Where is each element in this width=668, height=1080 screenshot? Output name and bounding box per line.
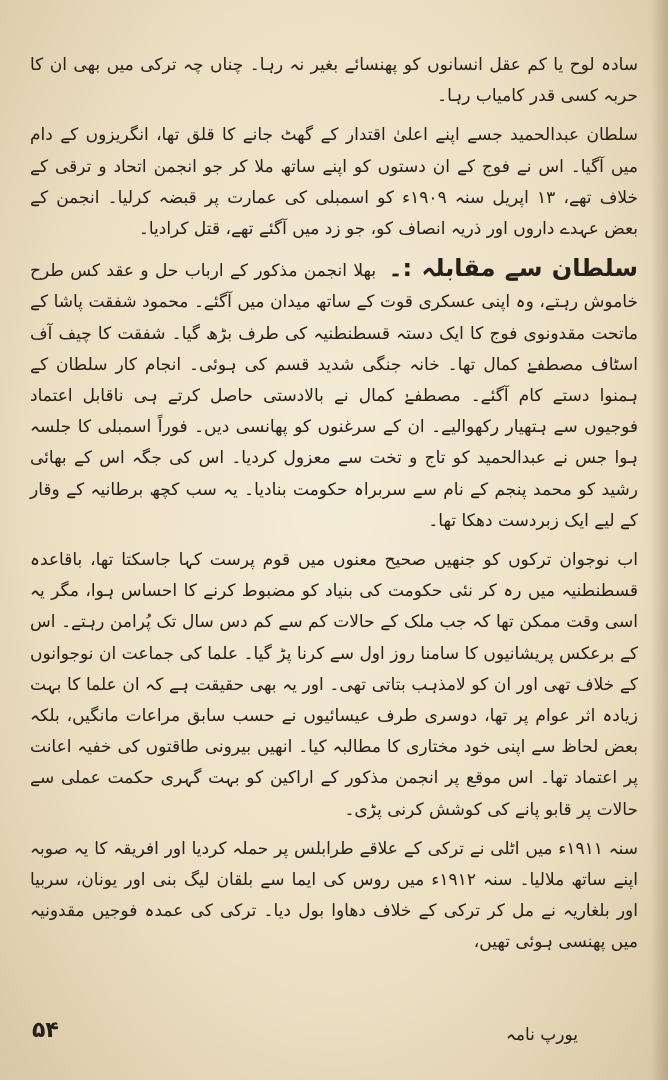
paragraph-2 — [30, 120, 638, 245]
page-number: ۵۴ — [32, 1018, 59, 1043]
paragraph-5 — [30, 834, 638, 959]
paragraph-3 — [30, 253, 638, 537]
paragraph-1-text: سادہ لوح یا کم عقل انسانوں کو پھنسائے بغیر نہ رہا۔ چناں چہ ترکی میں بھی ان کا حربہ کسی قدر کامیاب رہا۔ — [30, 55, 638, 107]
page-fold-shadow — [650, 0, 668, 1080]
paragraph-2-text: سلطان عبدالحمید جسے اپنے اعلیٰ اقتدار کے گھٹ جانے کا قلق تھا، انگریزوں کے دام میں آگیا۔ اس نے فوج کے ان دستوں کو اپنے ساتھ ملا کر جو انجمن اتحاد و ترقی کے خلاف تھے، ۱۳ اپریل سنہ ۱۹۰۹ء کو اسمبلی کی عمارت پر قبضہ کرلیا۔ انجمن کے بعض عہدے داروں اور ذریہ انصاف کو، جو زد میں آگئے تھے، قتل کرادیا۔ — [30, 125, 638, 240]
page-footer — [0, 1000, 668, 1080]
paragraph-5-text: سنہ ۱۹۱۱ء میں اٹلی نے ترکی کے علاقے طرابلس پر حملہ کردیا اور افریقہ کا یہ صوبہ اپنے ساتھ ملالیا۔ سنہ ۱۹۱۲ء میں روس کی ایما سے بلقان لیگ بنی اور یونان، سربیا اور بلغاریہ نے مل کر ترکی کے خلاف دھاوا بول دیا۔ ترکی کی عمدہ فوجیں مقدونیہ میں پھنسی ہوئی تھیں، — [30, 838, 638, 953]
paragraph-4-text: اب نوجوان ترکوں کو جنھیں صحیح معنوں میں قوم پرست کہا جاسکتا تھا، باقاعدہ قسطنطنیہ میں رہ کر نئی حکومت کی بنیاد کو مضبوط کرنے کا احساس ہوا، مگر یہ اسی وقت ممکن تھا کہ جب ملک کے حالات کم سے کم دس سال تک پُرامن رہتے۔ اس کے برعکس پریشانیوں کا سامنا روز اول سے کرنا پڑ گیا۔ علما کی جماعت ان نوجوانوں کے خلاف تھی اور ان کو لامذہب بتاتی تھی۔ اور یہ بھی حقیقت ہے کہ ان علما کا بہت زیادہ اثر عوام پر تھا، دوسری طرف عیسائیوں نے حسب سابق مراعات مانگیں، بلکہ بعض لحاظ سے اپنی خود مختاری کا مطالبہ کیا۔ انھیں بیرونی طاقتوں کی خفیہ اعانت پر اعتماد تھا۔ اس موقع پر انجمن مذکور کے اراکین کو بہت گہری حکمت عملی سے حالات پر قابو پانے کی کوشش کرنی پڑی۔ — [30, 550, 638, 820]
paragraph-1 — [30, 50, 638, 112]
paragraph-4 — [30, 545, 638, 826]
section-heading: سلطان سے مقابلہ :۔ — [388, 254, 639, 283]
book-title: یورپ نامہ — [505, 1025, 578, 1045]
paragraph-3-text: بھلا انجمن مذکور کے ارباب حل و عقد کس طرح خاموش رہتے، وہ اپنی عسکری قوت کے ساتھ میدان میں آگئے۔ محمود شفقت پاشا کے ماتحت مقدونوی فوج کا ایک دستہ قسطنطنیہ کی طرف بڑھ گیا۔ شفقت کا چیف آف اسٹاف مصطفےٰ کمال تھا۔ خانہ جنگی شدید قسم کی ہوئی۔ انجام کار سلطان کے ہمنوا دستے کام آگئے۔ مصطفےٰ کمال نے بالادستی حاصل کرتے ہی ناقابل اعتماد فوجیوں سے ہتھیار رکھوالیے۔ ان کے سرغنوں کو پھانسی دیں۔ فوراً اسمبلی کا جلسہ ہوا جس نے عبدالحمید کو تاج و تخت سے معزول کردیا۔ اس کی جگہ اس کے بھائی رشید کو محمد پنجم کے نام سے سربراہ حکومت بنادیا۔ یہ سب کچھ برطانیہ کے وقار کے لیے ایک زبردست دھکا تھا۔ — [30, 261, 638, 531]
